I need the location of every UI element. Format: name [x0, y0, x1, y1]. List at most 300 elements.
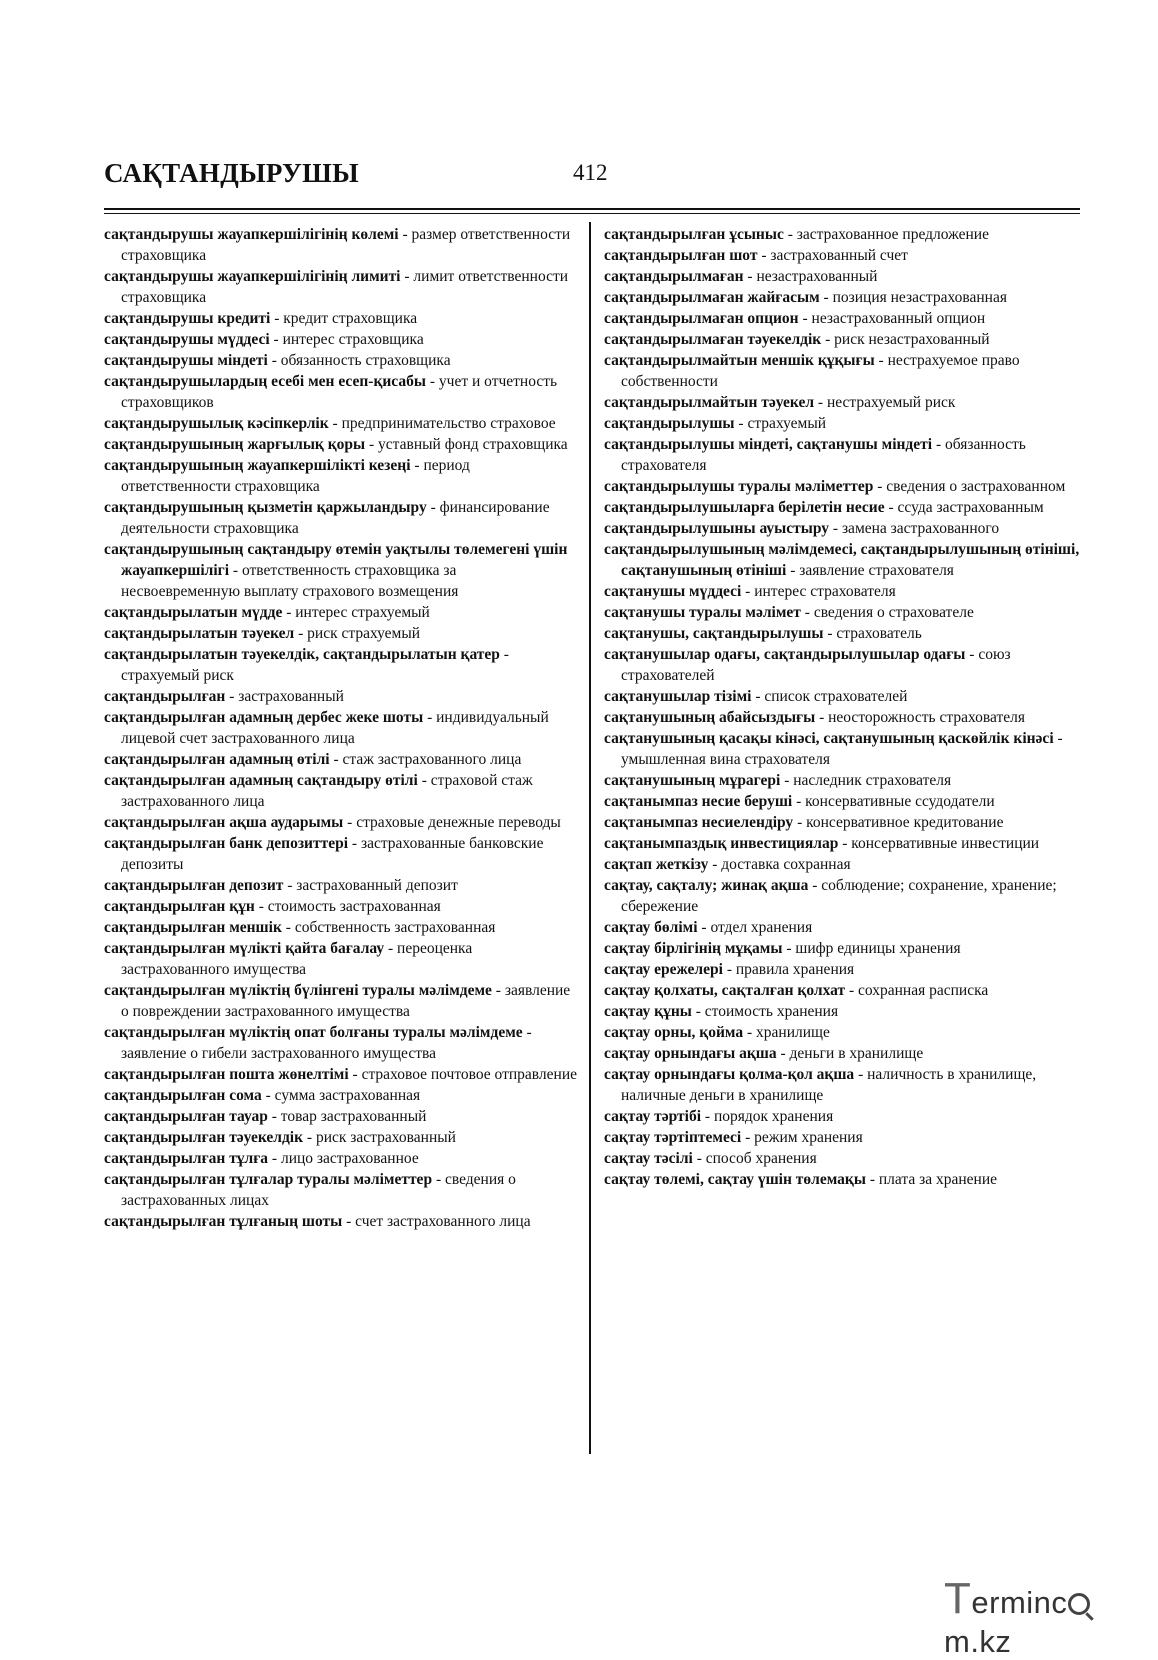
- entry-separator: -: [400, 268, 414, 285]
- entry-separator: -: [384, 940, 398, 957]
- entry-definition: сведения о застрахованных лицах: [121, 1171, 516, 1209]
- dictionary-entry: [104, 1148, 578, 1169]
- entry-separator: -: [225, 688, 239, 705]
- entry-term: сақтандырылушы туралы мәліметтер: [604, 478, 874, 495]
- dictionary-entry: [604, 497, 1080, 518]
- entry-separator: -: [932, 436, 945, 453]
- entry-term: сақтанушылар тізімі: [604, 688, 752, 705]
- dictionary-entry: [604, 245, 1080, 266]
- entry-separator: -: [281, 919, 295, 936]
- entry-term: сақтандырылған: [104, 688, 226, 705]
- entry-term: сақтанымпаздық инвестициялар: [604, 835, 839, 852]
- entry-definition: умышленная вина страхователя: [621, 751, 830, 768]
- dictionary-entry: [604, 875, 1080, 917]
- dictionary-entry: [604, 350, 1080, 392]
- dictionary-entry: [104, 812, 578, 833]
- entry-term: сақтандырылған банк депозиттері: [104, 835, 349, 852]
- entry-term: сақтандырушының қызметін қаржыландыру: [104, 499, 427, 516]
- dictionary-entry: [104, 686, 578, 707]
- dictionary-entry: [104, 770, 578, 812]
- entry-definition: позиция незастрахованная: [832, 289, 1007, 306]
- entry-separator: -: [815, 709, 829, 726]
- dictionary-entry: [604, 413, 1080, 434]
- dictionary-entry: [604, 287, 1080, 308]
- dictionary-entry: [604, 224, 1080, 245]
- left-column: [104, 224, 578, 1232]
- entry-separator: -: [328, 415, 342, 432]
- entry-term: сақтандырылмаған тәуекелдік: [604, 331, 822, 348]
- entry-definition: сохранная расписка: [858, 982, 989, 999]
- entry-term: сақтандырылған сома: [104, 1087, 262, 1104]
- entry-term: сақтау құны: [604, 1003, 692, 1020]
- entry-separator: -: [814, 394, 827, 411]
- entry-term: сақтау төлемі, сақтау үшін төлемақы: [604, 1171, 866, 1188]
- entry-term: сақтандырылған мүліктің опат болғаны туралы мәлімдеме: [104, 1024, 523, 1041]
- entry-separator: -: [854, 1066, 868, 1083]
- dictionary-entry: [604, 812, 1080, 833]
- entry-term: сақтандырылатын мүдде: [104, 604, 283, 621]
- entry-definition: лицо застрахованное: [280, 1150, 419, 1167]
- entry-separator: -: [267, 352, 281, 369]
- entry-term: сақтандырылушының мәлімдемесі, сақтандырылушының өтініші, сақтанушының өтініші: [604, 541, 1080, 579]
- watermark-text-2: m.kz: [944, 1624, 1012, 1659]
- entry-separator: -: [692, 1150, 706, 1167]
- entry-separator: -: [783, 226, 797, 243]
- entry-separator: -: [819, 289, 833, 306]
- entry-separator: -: [417, 772, 431, 789]
- entry-separator: -: [873, 478, 887, 495]
- dictionary-entry: [104, 644, 578, 686]
- entry-definition: интерес страховщика: [282, 331, 424, 348]
- entry-term: сақтандырылған тұлға: [104, 1150, 269, 1167]
- dictionary-entry: [104, 833, 578, 875]
- entry-term: сақтандырылған пошта жөнелтімі: [104, 1066, 349, 1083]
- entry-definition: список страхователей: [764, 688, 908, 705]
- entry-separator: -: [691, 1003, 705, 1020]
- entry-definition: незастрахованный: [756, 268, 878, 285]
- entry-definition: сумма застрахованная: [274, 1087, 421, 1104]
- dictionary-entry: [104, 308, 578, 329]
- entry-term: сақтандырылған тәуекелдік: [104, 1129, 304, 1146]
- entry-term: сақтандырылмаған опцион: [604, 310, 799, 327]
- entry-definition: консервативное кредитование: [806, 814, 1004, 831]
- entry-term: сақтандырылған депозит: [104, 877, 284, 894]
- entry-separator: -: [398, 226, 412, 243]
- entry-term: сақтап жеткізу: [604, 856, 709, 873]
- entry-separator: -: [342, 1213, 356, 1230]
- entry-separator: -: [800, 604, 814, 621]
- entry-term: сақтандырушылардың есебі мен есеп-қисабы: [104, 373, 426, 390]
- entry-definition: риск застрахованный: [315, 1129, 456, 1146]
- entry-definition: заявление страхователя: [799, 562, 954, 579]
- dictionary-entry: [604, 1043, 1080, 1064]
- entry-definition: способ хранения: [705, 1150, 817, 1167]
- dictionary-entry: [104, 497, 578, 539]
- entry-separator: -: [261, 1087, 275, 1104]
- dictionary-entry: [604, 686, 1080, 707]
- entry-definition: риск незастрахованный: [834, 331, 990, 348]
- watermark-logo: [944, 1574, 1158, 1660]
- entry-separator: -: [741, 1129, 755, 1146]
- dictionary-entry: [104, 917, 578, 938]
- entry-separator: -: [267, 1108, 281, 1125]
- entry-term: сақтандырылушы міндеті, сақтанушы міндеті: [604, 436, 933, 453]
- dictionary-entry: [104, 623, 578, 644]
- dictionary-entry: [604, 1148, 1080, 1169]
- entry-definition: деньги в хранилище: [789, 1045, 924, 1062]
- entry-definition: страхователь: [836, 625, 922, 642]
- entry-term: сақтандырылмаған жайғасым: [604, 289, 820, 306]
- entry-term: сақтандырылған адамның өтілі: [104, 751, 330, 768]
- entry-separator: -: [499, 646, 509, 663]
- entry-term: сақтау қолхаты, сақталған қолхат: [604, 982, 846, 999]
- entry-definition: предпринимательство страховое: [341, 415, 556, 432]
- entry-separator: -: [426, 499, 440, 516]
- entry-separator: -: [425, 373, 439, 390]
- entry-separator: -: [423, 709, 437, 726]
- entry-separator: -: [757, 247, 771, 264]
- entry-definition: застрахованный: [238, 688, 344, 705]
- entry-definition: сведения о страхователе: [813, 604, 974, 621]
- entry-term: сақтау тәртіптемесі: [604, 1129, 742, 1146]
- entry-separator: -: [741, 583, 755, 600]
- dictionary-entry: [604, 1064, 1080, 1106]
- entry-definition: порядок хранения: [713, 1108, 834, 1125]
- entry-term: сақтандырылатын тәуекел: [104, 625, 295, 642]
- entry-separator: -: [823, 625, 837, 642]
- entry-definition: стоимость застрахованная: [267, 898, 441, 915]
- entry-separator: -: [270, 310, 284, 327]
- entry-term: сақтанушы туралы мәлімет: [604, 604, 801, 621]
- entry-definition: замена застрахованного: [841, 520, 1000, 537]
- entry-separator: -: [743, 268, 757, 285]
- dictionary-entry: [604, 854, 1080, 875]
- dictionary-entry: [104, 329, 578, 350]
- entry-definition: собственность застрахованная: [294, 919, 496, 936]
- dictionary-entry: [604, 329, 1080, 350]
- entry-definition: счет застрахованного лица: [355, 1213, 531, 1230]
- entry-separator: -: [254, 898, 268, 915]
- entry-definition: интерес страхователя: [754, 583, 896, 600]
- entry-separator: -: [793, 814, 807, 831]
- entry-term: сақтандырылған адамның сақтандыру өтілі: [104, 772, 418, 789]
- entry-definition: риск страхуемый: [307, 625, 421, 642]
- entry-separator: -: [874, 352, 888, 369]
- watermark-text-1: erminc: [971, 1585, 1068, 1620]
- entry-separator: -: [282, 604, 296, 621]
- entry-separator: -: [808, 877, 822, 894]
- entry-definition: наследник страхователя: [793, 772, 952, 789]
- entry-term: сақтандырылған мүлікті қайта бағалау: [104, 940, 385, 957]
- dictionary-entry: [604, 1127, 1080, 1148]
- entry-separator: -: [283, 877, 297, 894]
- dictionary-entry: [604, 539, 1080, 581]
- entry-term: сақтанушының мұрагері: [604, 772, 781, 789]
- dictionary-entry: [104, 896, 578, 917]
- entry-definition: режим хранения: [754, 1129, 863, 1146]
- entry-separator: -: [786, 562, 800, 579]
- entry-term: сақтанушылар одағы, сақтандырылушылар одағы: [604, 646, 966, 663]
- entry-term: сақтандырылған тауар: [104, 1108, 268, 1125]
- entry-definition: кредит страховщика: [283, 310, 418, 327]
- entry-term: сақтандырылған тұлғаның шоты: [104, 1213, 343, 1230]
- entry-definition: союз страхователей: [621, 646, 1011, 684]
- entry-term: сақтанушының қасақы кінәсі, сақтанушының қаскөйлік кінәсі: [604, 730, 1054, 747]
- dictionary-entry: [104, 224, 578, 266]
- entry-term: сақтандырылушы: [604, 415, 735, 432]
- entry-separator: -: [229, 562, 242, 579]
- dictionary-entry: [604, 959, 1080, 980]
- entry-separator: -: [845, 982, 859, 999]
- entry-definition: страховой стаж застрахованного лица: [121, 772, 533, 810]
- dictionary-entry: [104, 350, 578, 371]
- entry-term: сақтау бірлігінің мұқамы: [604, 940, 783, 957]
- entry-separator: -: [838, 835, 852, 852]
- entry-term: сақтандырылушыны ауыстыру: [604, 520, 830, 537]
- entry-term: сақтау ережелері: [604, 961, 723, 978]
- entry-term: сақтандырылған тұлғалар туралы мәліметтер: [104, 1171, 433, 1188]
- entry-term: сақтандырылған шот: [604, 247, 758, 264]
- entry-definition: доставка сохранная: [721, 856, 851, 873]
- entry-definition: застрахованные банковские депозиты: [121, 835, 544, 873]
- entry-separator: -: [865, 1171, 879, 1188]
- entry-term: сақтандырылған мүліктің бүлінгені туралы мәлімдеме: [104, 982, 492, 999]
- entry-term: сақтандырылмайтын тәуекел: [604, 394, 815, 411]
- entry-definition: стаж застрахованного лица: [342, 751, 522, 768]
- entry-definition: ссуда застрахованным: [897, 499, 1044, 516]
- dictionary-entry: [104, 875, 578, 896]
- entry-definition: заявление о повреждении застрахованного имущества: [121, 982, 571, 1020]
- dictionary-entry: [604, 833, 1080, 854]
- dictionary-entry: [104, 707, 578, 749]
- entry-definition: застрахованный депозит: [296, 877, 458, 894]
- entry-separator: -: [348, 1066, 362, 1083]
- dictionary-entry: [604, 1169, 1080, 1190]
- entry-separator: -: [776, 1045, 790, 1062]
- entry-separator: -: [432, 1171, 445, 1188]
- entry-separator: -: [708, 856, 722, 873]
- entry-separator: -: [1053, 730, 1063, 747]
- entry-definition: страхуемый риск: [121, 667, 234, 684]
- page-title: САҚТАНДЫРУШЫ: [104, 158, 359, 188]
- entry-definition: переоценка застрахованного имущества: [121, 940, 473, 978]
- entry-definition: размер ответственности страховщика: [121, 226, 571, 264]
- entry-separator: -: [780, 772, 794, 789]
- entry-definition: уставный фонд страховщика: [378, 436, 568, 453]
- entry-separator: -: [829, 520, 842, 537]
- entry-definition: товар застрахованный: [280, 1108, 427, 1125]
- entry-term: сақтандырушының сақтандыру өтемін уақтылы төлемегені үшін жауапкершілігі: [104, 541, 568, 579]
- page-number: 412: [573, 160, 608, 185]
- entry-separator: -: [343, 814, 357, 831]
- dictionary-entry: [104, 1106, 578, 1127]
- entry-separator: -: [798, 310, 812, 327]
- entry-term: сақтау орнындағы ақша: [604, 1045, 777, 1062]
- entry-term: сақтандырушы кредиті: [104, 310, 271, 327]
- magnifier-icon: [1068, 1593, 1090, 1615]
- entry-separator: -: [522, 1024, 532, 1041]
- entry-definition: обязанность страхователя: [621, 436, 1026, 474]
- dictionary-entry: [604, 602, 1080, 623]
- dictionary-entry: [104, 1127, 578, 1148]
- entry-term: сақтандырушы міндеті: [104, 352, 268, 369]
- dictionary-entry: [604, 728, 1080, 770]
- dictionary-entry: [604, 770, 1080, 791]
- dictionary-entry: [604, 644, 1080, 686]
- entry-definition: хранилище: [756, 1024, 830, 1041]
- dictionary-entry: [104, 1064, 578, 1085]
- entry-term: сақтандырылатын тәуекелдік, сақтандырылатын қатер: [104, 646, 500, 663]
- entry-separator: -: [348, 835, 361, 852]
- dictionary-entry: [604, 1106, 1080, 1127]
- entry-separator: -: [884, 499, 898, 516]
- entry-definition: консервативные инвестиции: [851, 835, 1040, 852]
- entry-separator: -: [365, 436, 379, 453]
- entry-separator: -: [722, 961, 736, 978]
- dictionary-entry: [104, 434, 578, 455]
- header-rule-thin: [104, 213, 1080, 214]
- entry-term: сақтандырушылық кәсіпкерлік: [104, 415, 329, 432]
- dictionary-entry: [104, 539, 578, 602]
- dictionary-entry: [104, 455, 578, 497]
- entry-definition: застрахованный счет: [770, 247, 908, 264]
- entry-definition: учет и отчетность страховщиков: [121, 373, 558, 411]
- dictionary-entry: [604, 623, 1080, 644]
- entry-term: сақтау орны, қойма: [604, 1024, 744, 1041]
- entry-separator: -: [269, 331, 283, 348]
- dictionary-entry: [104, 749, 578, 770]
- entry-definition: застрахованное предложение: [796, 226, 989, 243]
- dictionary-entry: [604, 707, 1080, 728]
- entry-definition: плата за хранение: [878, 1171, 998, 1188]
- dictionary-entry: [104, 938, 578, 980]
- dictionary-entry: [604, 1022, 1080, 1043]
- entry-separator: -: [294, 625, 308, 642]
- entry-term: сақтандырылмайтын меншік құқығы: [604, 352, 875, 369]
- watermark-cap: T: [944, 1574, 972, 1623]
- entry-definition: правила хранения: [735, 961, 855, 978]
- entry-definition: сведения о застрахованном: [886, 478, 1066, 495]
- entry-term: сақтандырушының жарғылық қоры: [104, 436, 366, 453]
- dictionary-entry: [104, 1022, 578, 1064]
- right-column: [604, 224, 1080, 1190]
- entry-definition: отдел хранения: [710, 919, 813, 936]
- entry-separator: -: [410, 457, 424, 474]
- entry-separator: -: [268, 1150, 281, 1167]
- entry-separator: -: [697, 919, 711, 936]
- entry-definition: индивидуальный лицевой счет застрахованного лица: [121, 709, 549, 747]
- entry-definition: соблюдение; сохранение, хранение; сбережение: [621, 877, 1057, 915]
- dictionary-entry: [604, 1001, 1080, 1022]
- entry-term: сақтау бөлімі: [604, 919, 698, 936]
- entry-definition: стоимость хранения: [704, 1003, 839, 1020]
- dictionary-entry: [104, 1169, 578, 1211]
- entry-term: сақтандырылған ақша аударымы: [104, 814, 344, 831]
- entry-term: сақтандырылмаған: [604, 268, 744, 285]
- entry-term: сақтандырушы мүддесі: [104, 331, 270, 348]
- entry-term: сақтанушының абайсыздығы: [604, 709, 816, 726]
- entry-term: сақтанымпаз несие беруші: [604, 793, 793, 810]
- entry-separator: -: [303, 1129, 316, 1146]
- entry-separator: -: [329, 751, 343, 768]
- dictionary-entry: [104, 602, 578, 623]
- header-rule-thick: [104, 208, 1080, 210]
- entry-term: сақтау орнындағы қолма-қол ақша: [604, 1066, 855, 1083]
- entry-separator: -: [701, 1108, 714, 1125]
- entry-separator: -: [734, 415, 748, 432]
- entry-definition: финансирование деятельности страховщика: [121, 499, 550, 537]
- entry-separator: -: [491, 982, 505, 999]
- entry-term: сақтанушы, сақтандырылушы: [604, 625, 824, 642]
- dictionary-entry: [604, 581, 1080, 602]
- entry-definition: шифр единицы хранения: [795, 940, 961, 957]
- entry-term: сақтандырушы жауапкершілігінің көлемі: [104, 226, 399, 243]
- dictionary-entry: [604, 917, 1080, 938]
- dictionary-entry: [604, 476, 1080, 497]
- entry-definition: неосторожность страхователя: [828, 709, 1025, 726]
- dictionary-entry: [604, 518, 1080, 539]
- dictionary-entry: [104, 980, 578, 1022]
- entry-term: сақтау тәсілі: [604, 1150, 693, 1167]
- entry-definition: нестрахуемый риск: [826, 394, 956, 411]
- entry-definition: ответственность страховщика за несвоевременную выплату страхового возмещения: [121, 562, 459, 600]
- entry-term: сақтандырылған құн: [104, 898, 255, 915]
- entry-term: сақтандырылған ұсыныс: [604, 226, 784, 243]
- entry-definition: обязанность страховщика: [280, 352, 451, 369]
- entry-term: сақтандырушының жауапкершілікті кезеңі: [104, 457, 411, 474]
- entry-definition: страховые денежные переводы: [356, 814, 561, 831]
- dictionary-entry: [604, 266, 1080, 287]
- entry-separator: -: [821, 331, 835, 348]
- entry-term: сақтандырылған адамның дербес жеке шоты: [104, 709, 424, 726]
- dictionary-entry: [104, 1211, 578, 1232]
- entry-term: сақтандырылған меншік: [104, 919, 282, 936]
- dictionary-entry: [604, 434, 1080, 476]
- entry-definition: интерес страхуемый: [295, 604, 430, 621]
- entry-separator: -: [743, 1024, 757, 1041]
- entry-term: сақтандырушы жауапкершілігінің лимиті: [104, 268, 401, 285]
- entry-definition: заявление о гибели застрахованного имущества: [121, 1045, 436, 1062]
- dictionary-entry: [104, 413, 578, 434]
- entry-definition: незастрахованный опцион: [811, 310, 986, 327]
- entry-separator: -: [751, 688, 765, 705]
- entry-definition: страхуемый: [747, 415, 827, 432]
- dictionary-entry: [604, 938, 1080, 959]
- entry-separator: -: [792, 793, 806, 810]
- entry-term: сақтанымпаз несиелендіру: [604, 814, 794, 831]
- dictionary-entry: [604, 308, 1080, 329]
- entry-definition: нестрахуемое право собственности: [621, 352, 1020, 390]
- dictionary-entry: [604, 791, 1080, 812]
- entry-term: сақтау тәртібі: [604, 1108, 702, 1125]
- entry-term: сақтандырылушыларға берілетін несие: [604, 499, 885, 516]
- column-divider: [589, 222, 591, 1454]
- entry-term: сақтау, сақталу; жинақ ақша: [604, 877, 809, 894]
- entry-separator: -: [965, 646, 979, 663]
- entry-separator: -: [782, 940, 796, 957]
- entry-definition: период ответственности страховщика: [121, 457, 470, 495]
- dictionary-entry: [104, 371, 578, 413]
- entry-definition: страховое почтовое отправление: [361, 1066, 577, 1083]
- entry-term: сақтанушы мүддесі: [604, 583, 742, 600]
- entry-definition: лимит ответственности страховщика: [121, 268, 569, 306]
- dictionary-entry: [104, 266, 578, 308]
- entry-definition: консервативные ссудодатели: [805, 793, 995, 810]
- dictionary-entry: [604, 980, 1080, 1001]
- dictionary-entry: [104, 1085, 578, 1106]
- entry-definition: наличность в хранилище, наличные деньги в хранилище: [621, 1066, 1037, 1104]
- dictionary-entry: [604, 392, 1080, 413]
